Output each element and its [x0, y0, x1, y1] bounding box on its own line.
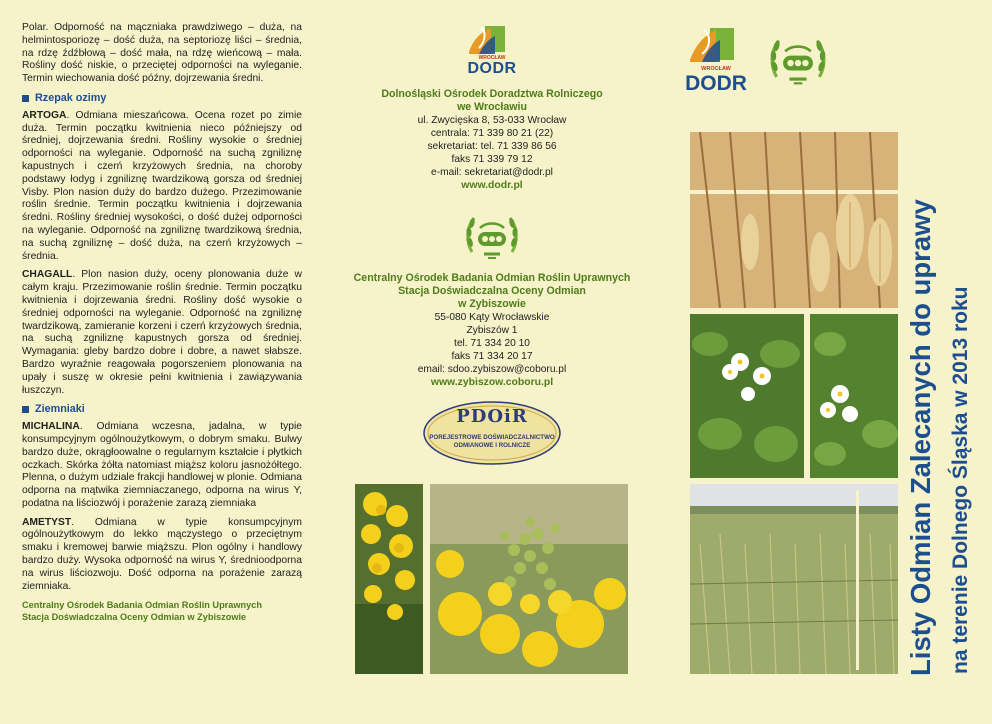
variety-paragraph-michalina [22, 421, 302, 511]
wheat-photo [690, 132, 898, 308]
variety-name: AMETYST [22, 516, 72, 528]
org1-name: Dolnośląski Ośrodek Doradztwa Rolniczego [381, 88, 603, 100]
cover-title-line1: Listy Odmian Zalecanych do uprawy [905, 199, 936, 676]
dodr-logo-city: WROCŁAW [701, 66, 731, 72]
bullet-square-icon [22, 95, 29, 102]
org1-address: ul. Zwycięska 8, 53-033 Wrocław [417, 115, 567, 126]
dodr-logo [465, 24, 519, 82]
coboru-emblem-icon [766, 26, 830, 98]
pdoir-subtitle-2: ODMIANOWE I ROLNICZE [453, 442, 531, 449]
org2-station: Stacja Doświadczalna Oceny Odmian [398, 285, 586, 297]
cover-title-line2: na terenie Dolnego Śląska w 2013 roku [949, 286, 972, 674]
variety-text: . Odmiana w typie konsumpcyjnym ogólnoużytkowym do lekko mączystego o przeciętnym smaku i kremowej barwie miąższu. Plon ogólny i handlowy bardzo duży. Wysoka odporność na wirus Y, średnioodporna na wirus liściozwoju. Dość odporna na porażenie zarazą ziemniaka. [22, 516, 302, 592]
barley-field-photo [690, 484, 898, 674]
potato-flower-photo-right [810, 314, 898, 478]
variety-paragraph-chagall [22, 269, 302, 397]
intro-paragraph: Polar. Odporność na mączniaka prawdziwego – duża, na helmintosporiozę – dość duża, na septoriozę liści – średnia, na rdzę źdźbłową – dość mała, na rdzę wieńcową – mała. Rośliny dość niskie, o przeciętej odporności na wyleganie. Termin wiechowania dość późny, dojrzewania średni. [22, 22, 302, 85]
variety-name: MICHALINA [22, 421, 80, 433]
org2-postal: 55-080 Kąty Wrocławskie [434, 312, 550, 323]
org2-location: w Zybiszowie [458, 298, 526, 310]
bullet-square-icon [22, 406, 29, 413]
variety-paragraph-ametyst [22, 517, 302, 594]
dodr-logo-text: DODR [685, 72, 747, 95]
cover-subtitle [947, 214, 977, 674]
variety-paragraph-artoga [22, 110, 302, 264]
org1-fax: faks 71 339 79 12 [451, 154, 533, 165]
left-footer: Centralny Ośrodek Badania Odmian Roślin Uprawnych Stacja Doświadczalna Oceny Odmian w Zybiszowie [22, 600, 262, 623]
potato-flower-photo-left [690, 314, 804, 478]
section-heading-rzepak: Rzepak ozimy [22, 92, 302, 105]
rapeseed-photo-right [430, 484, 628, 674]
org2-name: Centralny Ośrodek Badania Odmian Roślin Uprawnych [353, 272, 631, 284]
org2-website-link[interactable]: www.zybiszow.coboru.pl [430, 377, 554, 388]
org1-website-link[interactable]: www.dodr.pl [461, 180, 523, 191]
dodr-logo-cover [686, 26, 746, 98]
variety-text: . Odmiana mieszańcowa. Ocena rozet po zimie duża. Termin początku kwitnienia nieco późniejszy od średniej, dojrzewania średni. Rośliny wysokie o średniej odporności na wyleganie. Odporność na suchą zgniliznę kapustnych i czerń krzyżowych średnia, na choroby podstawy łodyg i zgniliznę twardzikową gorsza od średniej Visby. Plon nasion duży do bardzo dużego. Przezimowanie roślin średnie. Termin początku kwitnienia i dojrzewania średni. Rośliny średniej wysokości, o dość dużej odporności na wyleganie. Odporność na zgniliznę twardzikową średnia, na suchą zgniliznę – dość duża, na czerń krzyżowych – średnia. [22, 109, 302, 262]
variety-name: ARTOGA [22, 109, 67, 121]
org1-phone-secretariat: sekretariat: tel. 71 339 86 56 [427, 141, 557, 152]
variety-text: . Odmiana wczesna, jadalna, w typie konsumpcyjnym ogólnoużytkowym, o dobrym smaku. Bulwy bardzo duże, okrągłoowalne o regularnym kształcie i płytkich oczkach. Skórka żółta natomiast miąższ koloru jasnożółtego. Plenna, o dużym udziale frakcji handlowej w plonie. Odmiana odporna na mątwika ziemniaczanego, odporna na wirus Y, podatna na liściozwój i porażenie zarazą ziemniaka [22, 421, 302, 509]
org1-name-cont: we Wrocławiu [457, 101, 527, 113]
dodr-logo-city: WROCŁAW [478, 55, 506, 61]
variety-name: CHAGALL [22, 269, 73, 281]
cover-title [904, 120, 944, 676]
org2-phone: tel. 71 334 20 10 [454, 338, 530, 349]
variety-text: . Plon nasion duży, oceny plonowania duże w całym kraju. Przezimowanie roślin średnie. Termin początku kwitnienia i dojrzewania średni. Rośliny dość wysokie o średniej odporności na wyleganie. Odporność na zgniliznę twardzikową, zamieranie korzeni i czerń krzyżowych średnia, na suchą zgniliznę kapustnych gorsza od średniej. Wymagania: gleby bardzo dobre i dobre, a nawet słabsze. Bardzo wyraźnie reagowała pogorszeniem plonowania na upały i suszę w okresie pełni kwitnienia i zawiązywania łuszczyn. [22, 269, 302, 396]
org2-fax: faks 71 334 20 17 [451, 351, 533, 362]
org2-address: Zybiszów 1 [466, 325, 518, 336]
left-column [22, 22, 302, 724]
coboru-emblem-icon [462, 208, 522, 268]
org1-block [348, 88, 636, 192]
pdoir-subtitle-1: POREJESTROWE DOŚWIADCZALNICTWO [429, 434, 555, 441]
org2-block [344, 272, 640, 389]
dodr-logo-text: DODR [467, 60, 517, 77]
rapeseed-photo-left [355, 484, 423, 674]
pdoir-logo [422, 400, 562, 466]
org2-email[interactable]: email: sdoo.zybiszow@coboru.pl [417, 364, 567, 375]
org1-phone-central: centrala: 71 339 80 21 (22) [430, 128, 554, 139]
pdoir-logo-text: PDOiR [456, 406, 528, 427]
section-heading-ziemniaki: Ziemniaki [22, 403, 302, 416]
org1-email[interactable]: e-mail: sekretariat@dodr.pl [431, 167, 553, 178]
